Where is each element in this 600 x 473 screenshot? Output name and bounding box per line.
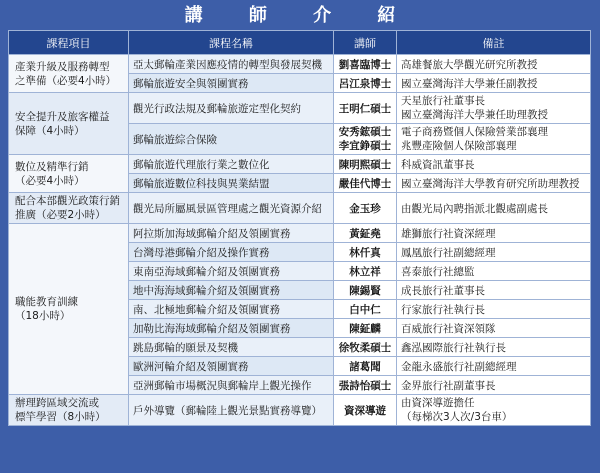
note-cell: 由觀光局內聘指派北觀處副處長	[397, 193, 591, 224]
teacher-cell: 諸葛聞	[334, 357, 397, 376]
category-line: 數位及精準行銷	[15, 160, 89, 173]
category-cell	[9, 224, 129, 395]
table-row	[9, 193, 591, 224]
header-note: 備註	[397, 31, 591, 55]
teacher-cell	[334, 124, 397, 155]
course-cell: 地中海海域郵輪介紹及領團實務	[129, 281, 334, 300]
teacher-cell: 林立祥	[334, 262, 397, 281]
category-cell	[9, 193, 129, 224]
teacher-cell: 王明仁碩士	[334, 93, 397, 124]
course-group	[9, 395, 591, 426]
teacher-cell: 陳明熙碩士	[334, 155, 397, 174]
header-course: 課程名稱	[129, 31, 334, 55]
course-cell: 南、北極地郵輪介紹及領團實務	[129, 300, 334, 319]
teacher-cell: 張詩怡碩士	[334, 376, 397, 395]
teacher-cell: 林仟真	[334, 243, 397, 262]
course-group	[9, 224, 591, 395]
note-line: 由資深導遊擔任	[401, 397, 475, 409]
note-cell: 高雄餐旅大學觀光研究所教授	[397, 55, 591, 74]
category-line: 職能教育訓練	[15, 296, 78, 308]
note-cell: 成長旅行社董事長	[397, 281, 591, 300]
note-line: 天星旅行社董事長	[401, 95, 485, 107]
teacher-cell: 嚴佳代博士	[334, 174, 397, 193]
note-cell: 金龍永盛旅行社副總經理	[397, 357, 591, 376]
note-cell	[397, 395, 591, 426]
course-cell: 亞太郵輪產業因應疫情的轉型與發展契機	[129, 55, 334, 74]
category-line: （18小時）	[15, 310, 71, 322]
teacher-cell: 金玉珍	[334, 193, 397, 224]
category-cell	[9, 155, 129, 193]
note-cell: 鑫泓國際旅行社執行長	[397, 338, 591, 357]
instructor-table	[8, 30, 591, 426]
table-row	[9, 93, 591, 124]
table-header-row	[9, 31, 591, 55]
teacher-cell: 徐牧柔碩士	[334, 338, 397, 357]
teacher-line: 安秀鋐碩士	[338, 126, 392, 138]
note-line: 國立臺灣海洋大學兼任助理教授	[401, 109, 548, 121]
course-cell: 跳島郵輪的願景及契機	[129, 338, 334, 357]
category-line: 辦理跨區域交流或	[15, 397, 99, 409]
course-cell: 郵輪旅遊綜合保險	[129, 124, 334, 155]
course-cell: 郵輪旅遊代理旅行業之數位化	[129, 155, 334, 174]
category-line: 之準備（必要4小時）	[15, 74, 117, 87]
course-group	[9, 55, 591, 93]
course-cell: 戶外導覽（郵輪陸上觀光景點實務導覽）	[129, 395, 334, 426]
course-cell: 台灣母港郵輪介紹及操作實務	[129, 243, 334, 262]
page-title: 講 師 介 紹	[184, 5, 416, 26]
header-teacher: 講師	[334, 31, 397, 55]
note-cell: 行家旅行社執行長	[397, 300, 591, 319]
teacher-cell: 陳鉦麟	[334, 319, 397, 338]
category-line: 安全提升及旅客權益	[15, 110, 110, 123]
teacher-cell: 白中仁	[334, 300, 397, 319]
course-cell: 加勒比海海域郵輪介紹及領團實務	[129, 319, 334, 338]
table-row	[9, 155, 591, 174]
note-cell: 百威旅行社資深領隊	[397, 319, 591, 338]
teacher-cell: 資深導遊	[334, 395, 397, 426]
note-cell: 雄獅旅行社資深經理	[397, 224, 591, 243]
category-cell	[9, 395, 129, 426]
note-cell: 國立臺灣海洋大學兼任副教授	[397, 74, 591, 93]
note-cell	[397, 124, 591, 155]
course-group	[9, 93, 591, 155]
category-line: 標竿學習（8小時）	[15, 411, 106, 423]
category-line: （必要4小時）	[15, 174, 85, 187]
course-cell: 東南亞海域郵輪介紹及領團實務	[129, 262, 334, 281]
category-line: 配合本部觀光政策行銷	[15, 195, 120, 207]
course-cell: 歐洲河輪介紹及領團實務	[129, 357, 334, 376]
note-line: （每梯次3人次/3台車）	[401, 411, 513, 423]
teacher-cell: 陳錫賢	[334, 281, 397, 300]
category-line: 推廣（必要2小時）	[15, 209, 106, 221]
note-cell: 金界旅行社副董事長	[397, 376, 591, 395]
note-cell: 科威資訊董事長	[397, 155, 591, 174]
table-row	[9, 395, 591, 426]
note-cell: 喜泰旅行社總監	[397, 262, 591, 281]
course-cell: 郵輪旅遊數位科技與異業結盟	[129, 174, 334, 193]
course-cell: 觀光行政法規及郵輪旅遊定型化契約	[129, 93, 334, 124]
category-line: 保障（4小時）	[15, 124, 85, 137]
teacher-cell: 黃鉦堯	[334, 224, 397, 243]
course-cell: 亞洲郵輪市場概況與郵輪岸上觀光操作	[129, 376, 334, 395]
category-cell	[9, 93, 129, 155]
teacher-line: 李宜錚碩士	[338, 140, 392, 152]
table-row	[9, 224, 591, 243]
note-cell: 國立臺灣海洋大學教育研究所助理教授	[397, 174, 591, 193]
course-cell: 觀光局所屬風景區管理處之觀光資源介紹	[129, 193, 334, 224]
teacher-cell: 呂江泉博士	[334, 74, 397, 93]
note-cell	[397, 93, 591, 124]
note-line: 兆豐產險個人保險部襄理	[401, 140, 517, 152]
course-cell: 阿拉斯加海域郵輪介紹及領團實務	[129, 224, 334, 243]
category-line: 產業升級及服務轉型	[15, 60, 110, 73]
table-row	[9, 55, 591, 74]
course-group	[9, 193, 591, 224]
note-line: 電子商務暨個人保險營業部襄理	[401, 126, 548, 138]
category-cell	[9, 55, 129, 93]
note-cell: 鳳凰旅行社副總經理	[397, 243, 591, 262]
course-group	[9, 155, 591, 193]
header-category: 課程項目	[9, 31, 129, 55]
course-cell: 郵輪旅遊安全與領團實務	[129, 74, 334, 93]
teacher-cell: 劉喜臨博士	[334, 55, 397, 74]
